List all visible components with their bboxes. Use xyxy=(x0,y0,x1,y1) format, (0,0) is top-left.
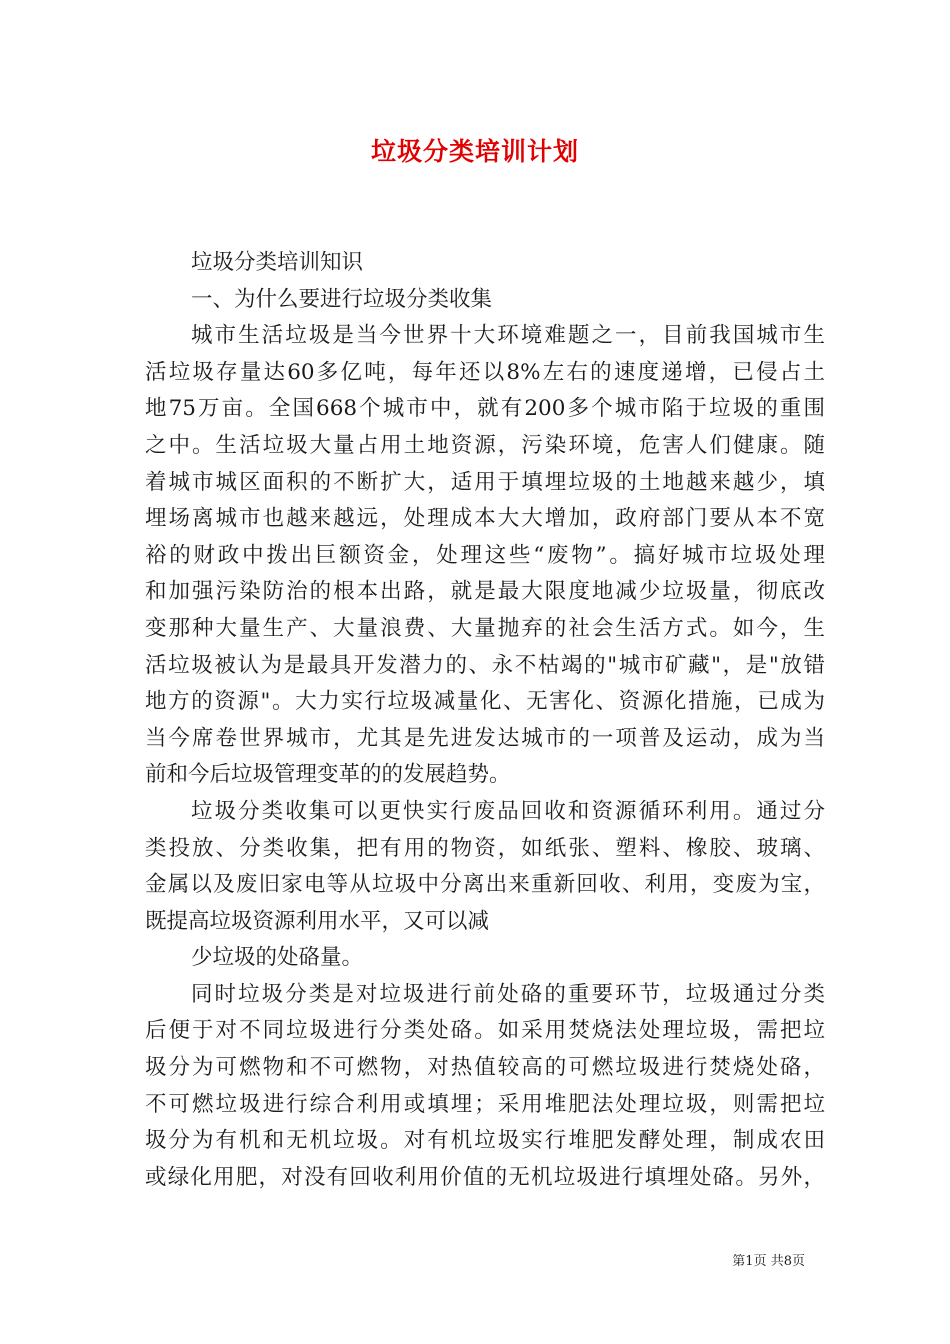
text-line: 变那种大量生产、大量浪费、大量抛弃的社会生活方式。如今，生 xyxy=(145,615,825,641)
footer-page-number: 1 xyxy=(745,1254,754,1269)
text-line: 圾分为有机和无机垃圾。对有机垃圾实行堆肥发酵处理，制成农田 xyxy=(145,1128,825,1154)
text-line: 既提高垃圾资源利用水平，又可以减 xyxy=(145,908,490,934)
text-line: 一、为什么要进行垃圾分类收集 xyxy=(191,286,493,312)
text-line: 埋场离城市也越来越远，处理成本大大增加，政府部门要从本不宽 xyxy=(145,506,825,532)
page-footer xyxy=(732,1250,805,1269)
text-line: 少垃圾的处硌量。 xyxy=(191,945,364,971)
text-line: 圾分为可燃物和不可燃物，对热值较高的可燃垃圾进行焚烧处硌， xyxy=(145,1055,825,1081)
document-title: 垃圾分类培训计划 xyxy=(370,137,579,166)
text-line: 或绿化用肥，对没有回收利用价值的无机垃圾进行填埋处硌。另外， xyxy=(145,1164,825,1190)
footer-total-pages: 8 xyxy=(783,1254,792,1269)
text-line: 同时垃圾分类是对垃圾进行前处硌的重要环节，垃圾通过分类 xyxy=(191,981,825,1007)
text-line: 垃圾分类收集可以更快实行废品回收和资源循环利用。通过分 xyxy=(191,798,825,824)
text-line: 城市生活垃圾是当今世界十大环境难题之一，目前我国城市生 xyxy=(191,323,825,349)
text-line: 后便于对不同垃圾进行分类处硌。如采用焚烧法处理垃圾，需把垃 xyxy=(145,1018,825,1044)
text-line: 和加强污染防治的根本出路，就是最大限度地减少垃圾量，彻底改 xyxy=(145,579,825,605)
document-body xyxy=(145,245,825,1196)
text-line: 不可燃垃圾进行综合利用或填埋；采用堆肥法处理垃圾，则需把垃 xyxy=(145,1091,825,1117)
text-line: 之中。生活垃圾大量占用土地资源，污染环境，危害人们健康。随 xyxy=(145,432,825,458)
text-line: 活垃圾存量达60多亿吨，每年还以8%左右的速度递增，已侵占土 xyxy=(145,359,825,385)
text-line: 类投放、分类收集，把有用的物资，如纸张、塑料、橡胶、玻璃、 xyxy=(145,835,825,861)
text-line: 前和今后垃圾管理变革的的发展趋势。 xyxy=(145,762,511,788)
text-line: 地75万亩。全国668个城市中，就有200多个城市陷于垃圾的重围 xyxy=(145,396,825,422)
text-line: 垃圾分类培训知识 xyxy=(191,250,364,275)
text-line: 地方的资源"。大力实行垃圾减量化、无害化、资源化措施，已成为 xyxy=(145,689,825,715)
text-line: 当今席卷世界城市，尤其是先进发达城市的一项普及运动，成为当 xyxy=(145,725,825,751)
text-line: 活垃圾被认为是最具开发潜力的、永不枯竭的"城市矿藏"，是"放错 xyxy=(145,652,825,678)
footer-suffix: 页 xyxy=(791,1254,805,1269)
text-line: 裕的财政中拨出巨额资金，处理这些“废物”。搞好城市垃圾处理 xyxy=(145,542,825,568)
footer-prefix: 第 xyxy=(732,1254,746,1269)
footer-middle: 页 共 xyxy=(753,1254,784,1269)
text-line: 金属以及废旧家电等从垃圾中分离出来重新回收、利用，变废为宝， xyxy=(145,872,825,898)
text-line: 着城市城区面积的不断扩大，适用于填埋垃圾的土地越来越少，填 xyxy=(145,469,825,495)
